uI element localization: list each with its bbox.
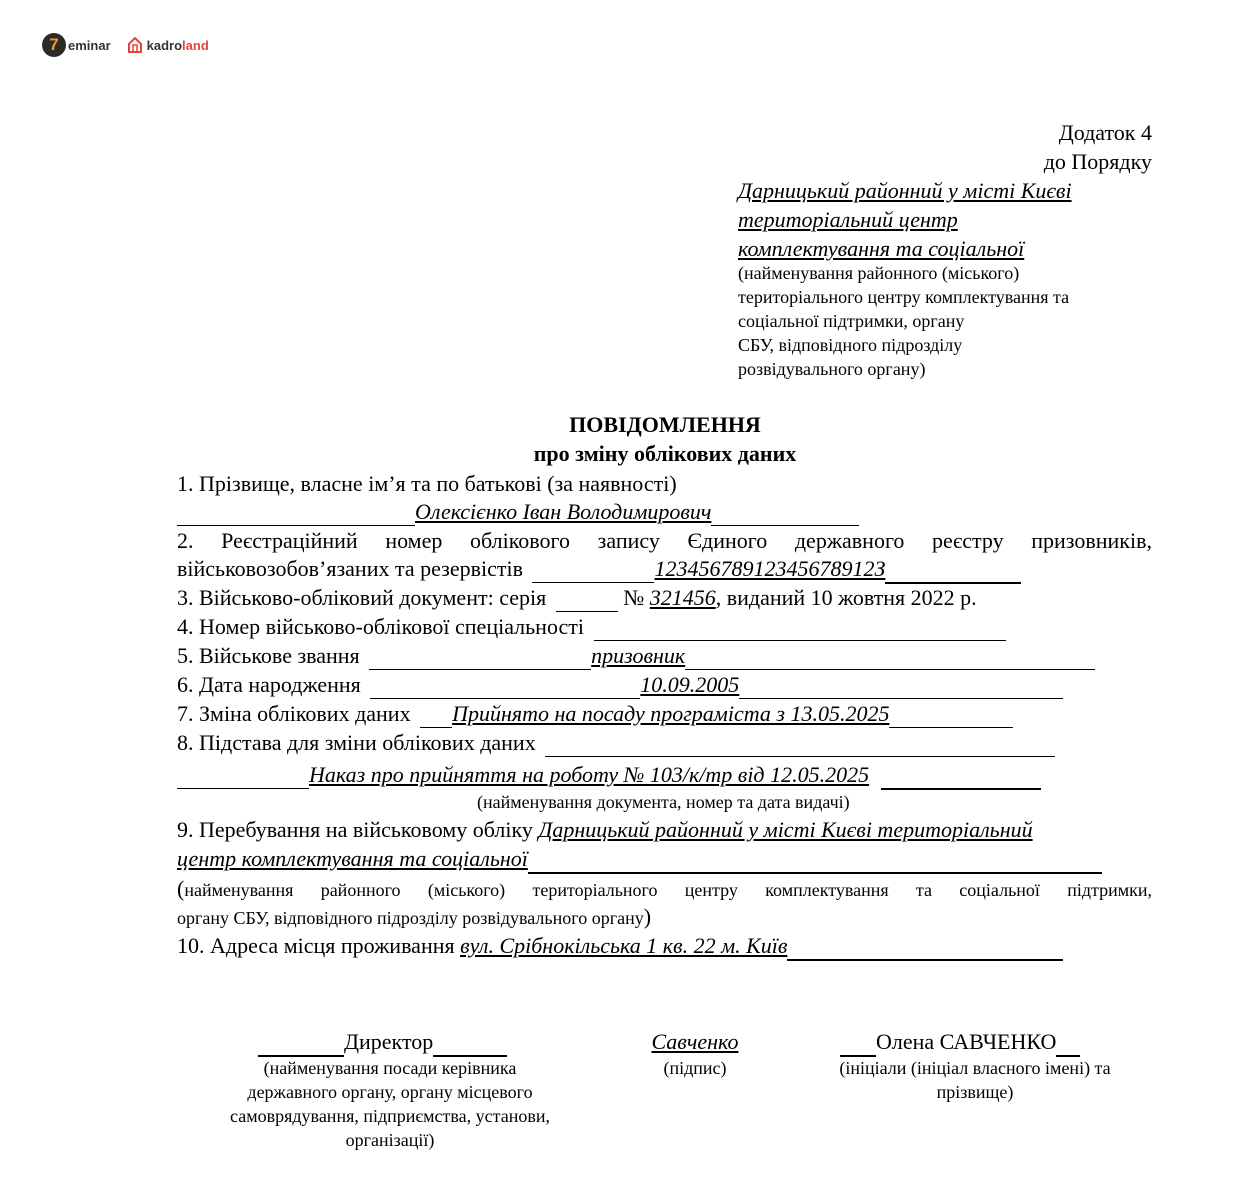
field-6-label: 6. Дата народження [177,672,361,697]
field-6-row [177,672,1063,699]
recipient-line-3: комплектування та соціальної [738,236,1025,261]
name-note-2: прізвище) [936,1082,1014,1102]
signature-note: (підпис) [663,1058,727,1078]
seminar-logo-icon: 7 [42,33,66,57]
field-9-row [177,817,1033,843]
field-9-value-line-1: Дарницький районний у місті Києві територіальний [538,817,1033,842]
recipient-line-2: територіальний центр [738,207,958,232]
field-2-row [177,556,1021,584]
field-8-label: 8. Підстава для зміни облікових даних [177,730,536,755]
field-10-row [177,933,1063,961]
field-8-value: Наказ про прийняття на роботу № 103/к/тр від 12.05.2025 [309,762,870,787]
field-7-value: Прийнято на посаду програміста з 13.05.2025 [452,701,890,726]
field-10-value: вул. Срібнокільська 1 кв. 22 м. Київ [460,933,788,958]
signature-name: Олена САВЧЕНКО [876,1029,1057,1054]
signature-position: Директор [344,1029,434,1054]
logo-bar [42,30,209,60]
signature-name-row [840,1029,1080,1057]
appendix-label: Додаток 4 [1058,120,1152,145]
position-note-1: (найменування посади керівника [263,1058,517,1078]
field-1-label: 1. Прізвище, власне ім’я та по батькові (за наявності) [177,471,677,496]
field-4-label: 4. Номер військово-облікової спеціальності [177,614,584,639]
signature: Савченко [651,1029,739,1054]
field-7-label: 7. Зміна облікових даних [177,701,411,726]
field-1-row [177,499,859,526]
field-6-value: 10.09.2005 [640,672,740,697]
signature-position-row [258,1029,507,1057]
field-10-label: 10. Адреса місця проживання [177,933,455,958]
field-9-note-line-2: органу СБУ, відповідного підрозділу розвідувального органу) [177,904,652,929]
field-5-label: 5. Військове звання [177,643,360,668]
recipient-note-5: розвідувального органу) [738,359,926,379]
document-subtitle: про зміну облікових даних [533,441,797,466]
field-8-value-row [177,762,1041,790]
field-8-note: (найменування документа, номер та дата видачі) [477,792,850,812]
field-9-note-line-1: (найменування районного (міського) територіального центру комплектування та соціальної підтримки, [177,876,1152,901]
recipient-note-3: соціальної підтримки, органу [738,311,965,331]
field-9-row-2 [177,846,1102,874]
field-3-number: 321456 [649,585,716,610]
field-2-label-line-2: військовозобов’язаних та резервістів [177,556,523,581]
field-7-row [177,701,1013,728]
position-note-2: державного органу, органу місцевого [247,1082,533,1102]
field-3-issued: , виданий 10 жовтня 2022 р. [715,585,977,610]
position-note-4: організації) [345,1130,435,1150]
field-3-number-sign: № [623,585,645,610]
field-3-row [177,585,977,612]
field-8-row [177,730,1055,757]
document-title: ПОВІДОМЛЕННЯ [569,412,761,437]
kadroland-house-icon [127,36,143,54]
field-5-value: призовник [591,643,686,668]
field-9-value-line-2: центр комплектування та соціальної [177,846,528,871]
recipient-note-2: територіального центру комплектування та [738,287,1070,307]
recipient-note-1: (найменування районного (міського) [738,263,1020,283]
recipient-line-1: Дарницький районний у місті Києві [738,178,1072,203]
field-1-value: Олексієнко Іван Володимирович [415,499,712,524]
field-3-label: 3. Військово-обліковий документ: серія [177,585,547,610]
recipient-note-4: СБУ, відповідного підрозділу [738,335,963,355]
field-4-row [177,614,1006,641]
field-5-row [177,643,1095,670]
field-9-label: 9. Перебування на військовому обліку [177,817,533,842]
field-2-value: 12345678912345678912З [654,556,886,581]
field-2-label-line-1: 2. Реєстраційний номер облікового запису Єдиного державного реєстру призовників, [177,528,1152,553]
seminar-logo-text: eminar [68,37,111,53]
to-order-label: до Порядку [1043,149,1152,174]
name-note-1: (ініціали (ініціал власного імені) та [839,1058,1111,1078]
position-note-3: самоврядування, підприємства, установи, [230,1106,550,1126]
kadroland-logo-text: kadroland [146,37,209,53]
